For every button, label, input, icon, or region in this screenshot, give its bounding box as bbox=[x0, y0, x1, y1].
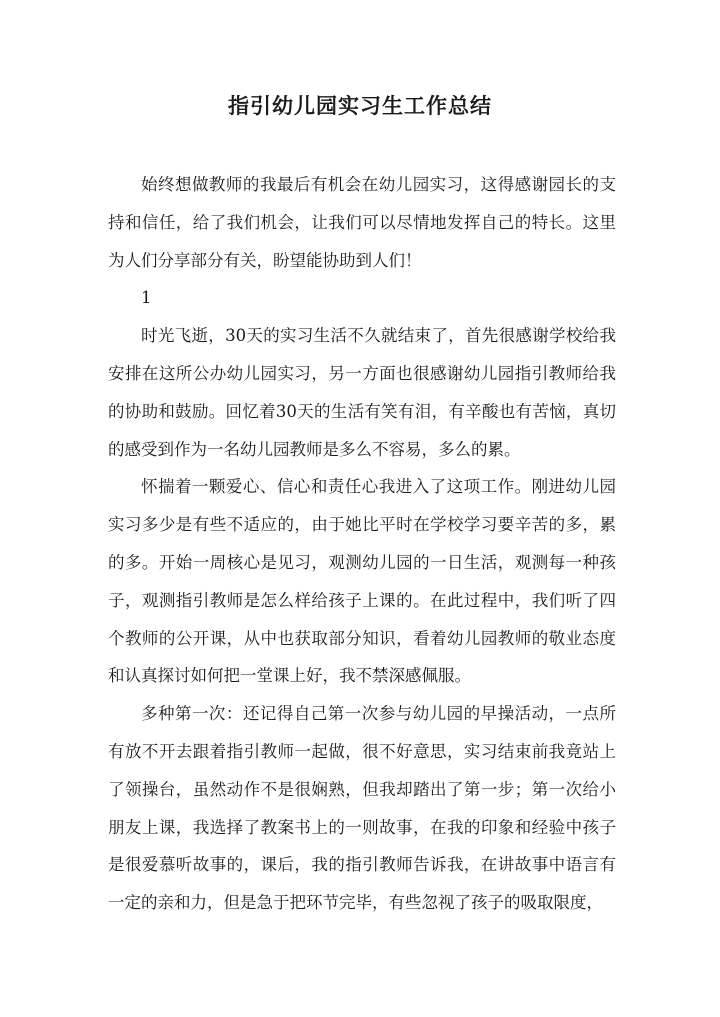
paragraph-firsts: 多种第一次：还记得自己第一次参与幼儿园的早操活动，一点所有放不开去跟着指引教师一起做，很不好意思，实习结束前我竟站上了领操台，虽然动作不是很娴熟，但我却踏出了第一步；第一次给小朋友上课，我选择了教案书上的一则故事，在我的印象和经验中孩子是很爱慕听故事的，课后，我的指引教师告诉我，在讲故事中语言有一定的亲和力，但是急于把环节完毕，有些忽视了孩子的吸取限度， bbox=[108, 704, 616, 913]
document-title: 指引幼儿园实习生工作总结 bbox=[228, 93, 492, 118]
paragraph-start: 怀揣着一颗爱心、信心和责任心我进入了这项工作。刚进幼儿园实习多少是有些不适应的，由于她比平时在学校学习要辛苦的多，累的多。开始一周核心是见习，观测幼儿园的一日生活，观测每一种孩子，观测指引教师是怎么样给孩子上课的。在此过程中，我们听了四个教师的公开课，从中也获取部分知识，看着幼儿园教师的敬业态度和认真探讨如何把一堂课上好，我不禁深感佩服。 bbox=[108, 477, 616, 686]
paragraph-intro: 始终想做教师的我最后有机会在幼儿园实习，这得感谢园长的支持和信任，给了我们机会，让我们可以尽情地发挥自己的特长。这里为人们分享部分有关，盼望能协助到人们！ bbox=[108, 175, 616, 270]
document-body bbox=[108, 166, 616, 922]
section-number: 1 bbox=[141, 288, 152, 308]
paragraph-time: 时光飞逝，30天的实习生活不久就结束了，首先很感谢学校给我安排在这所公办幼儿园实习，另一方面也很感谢幼儿园指引教师给我的协助和鼓励。回忆着30天的生活有笑有泪，有辛酸也有苦恼，真切的感受到作为一名幼儿园教师是多么不容易，多么的累。 bbox=[108, 326, 616, 459]
